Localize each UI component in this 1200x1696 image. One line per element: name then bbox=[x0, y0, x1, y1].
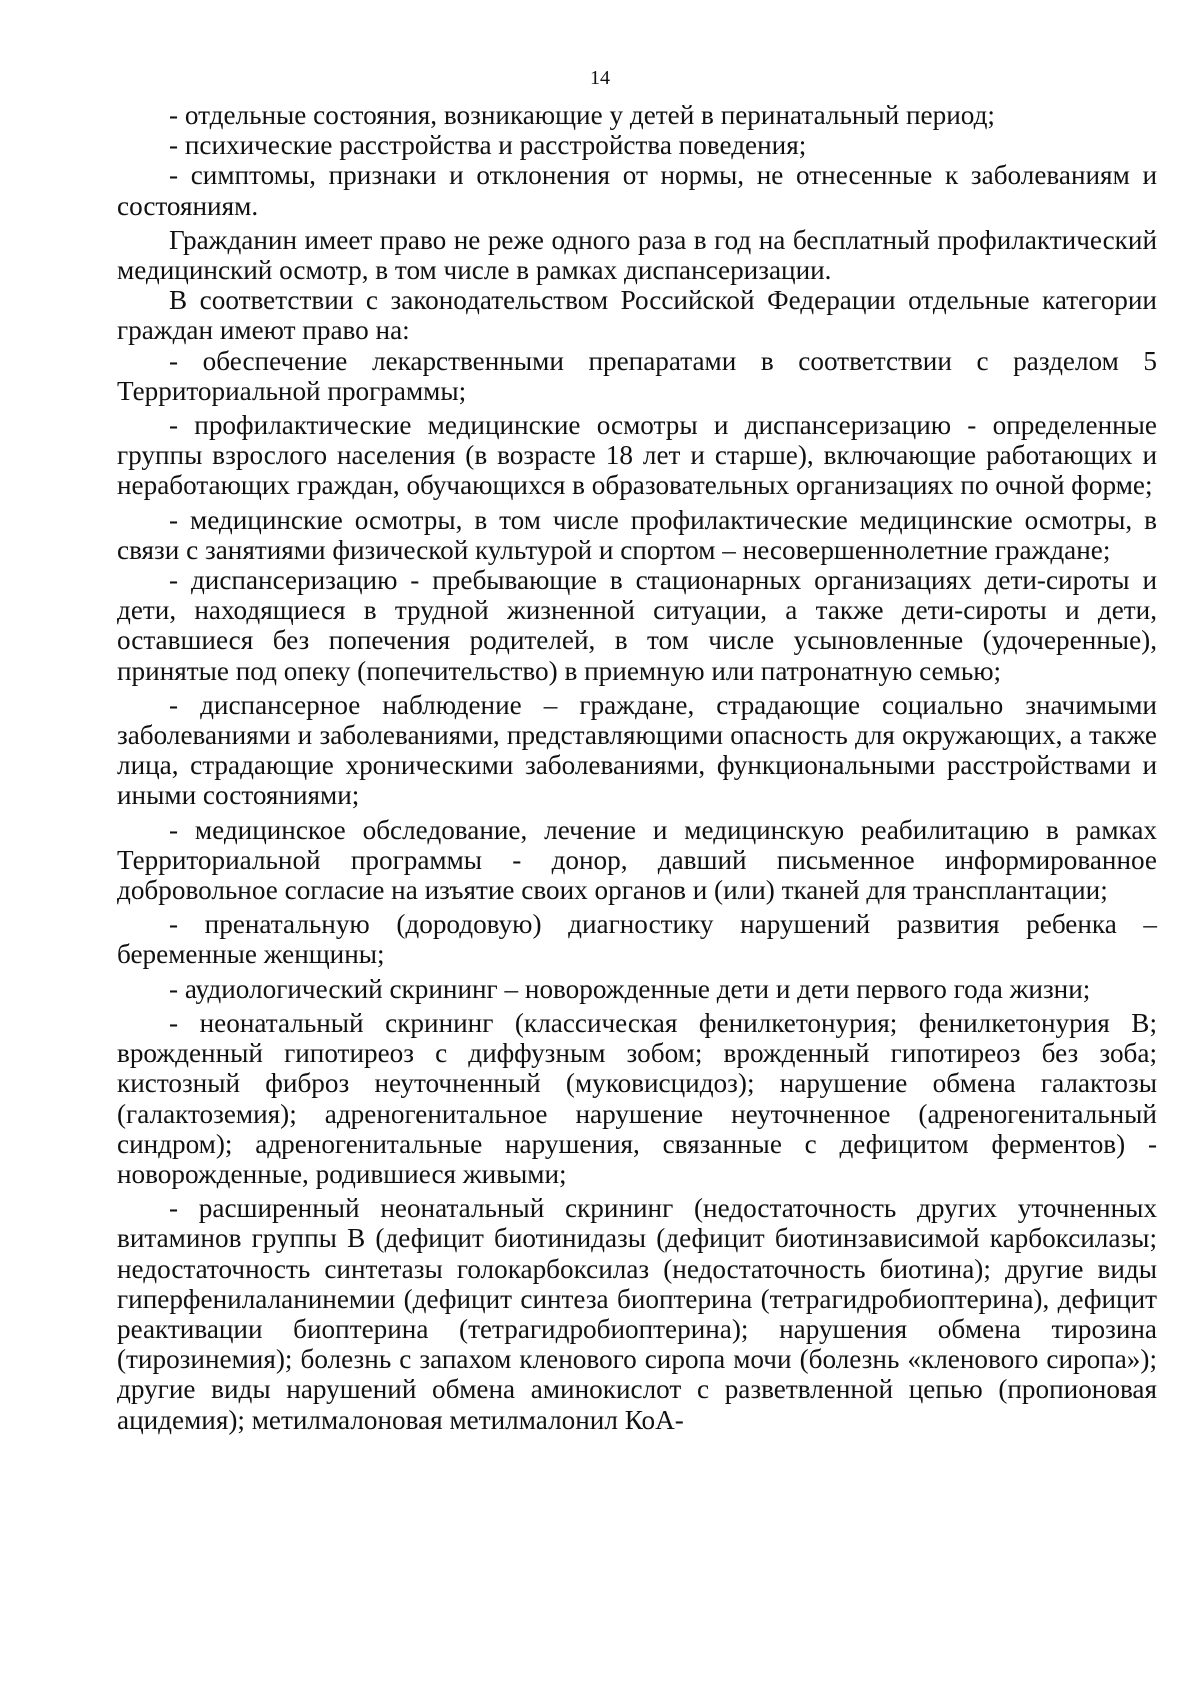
paragraph-extended-neonatal-screening: - расширенный неонатальный скрининг (недостаточность других уточненных витаминов группы B (дефицит биотинидазы (дефицит биотинзависимой карбоксилазы; недостаточность синтетазы голокарбоксилаз (недостаточность биотина); другие виды гиперфенилаланинемии (дефицит синтеза биоптерина (тетрагидробиоптерина), дефицит реактивации биоптерина (тетрагидробиоптерина); нарушения обмена тирозина (тирозинемия); болезнь с запахом кленового сиропа мочи (болезнь «кленового сиропа»); другие виды нарушений обмена аминокислот с разветвленной цепью (пропионовая ацидемия); метилмалоновая метилмалонил КоА- bbox=[117, 1193, 1157, 1435]
paragraph-minor-checkups: - медицинские осмотры, в том числе профилактические медицинские осмотры, в связи с занятиями физической культурой и спортом – несовершеннолетние граждане; bbox=[117, 504, 1157, 565]
paragraph-medicines: - обеспечение лекарственными препаратами в соответствии с разделом 5 Территориальной программы; bbox=[117, 345, 1157, 406]
paragraph-categories-intro: В соответствии с законодательством Российской Федерации отдельные категории граждан имеют право на: bbox=[117, 285, 1157, 346]
document-body bbox=[117, 100, 1157, 1435]
paragraph-dispensary-observation: - диспансерное наблюдение – граждане, страдающие социально значимыми заболеваниями и заболеваниями, представляющими опасность для окружающих, а также лица, страдающие хроническими заболеваниями, функциональными расстройствами и иными состояниями; bbox=[117, 689, 1157, 811]
page-number: 14 bbox=[590, 67, 610, 89]
paragraph-perinatal-conditions: - отдельные состояния, возникающие у детей в перинатальный период; bbox=[169, 100, 995, 130]
paragraph-adult-screening: - профилактические медицинские осмотры и диспансеризацию - определенные группы взрослого населения (в возрасте 18 лет и старше), включающие работающих и неработающих граждан, обучающихся в образовательных организациях по очной форме; bbox=[117, 410, 1157, 501]
paragraph-neonatal-screening: - неонатальный скрининг (классическая фенилкетонурия; фенилкетонурия B; врожденный гипотиреоз с диффузным зобом; врожденный гипотиреоз без зоба; кистозный фиброз неуточненный (муковисцидоз); нарушение обмена галактозы (галактоземия); адреногенитальное нарушение неуточненное (адреногенитальный синдром); адреногенитальные нарушения, связанные с дефицитом ферментов) - новорожденные, родившиеся живыми; bbox=[117, 1007, 1157, 1189]
paragraph-donor-care: - медицинское обследование, лечение и медицинскую реабилитацию в рамках Территориальной программы - донор, давший письменное информированное добровольное согласие на изъятие своих органов и (или) тканей для трансплантации; bbox=[117, 814, 1157, 906]
paragraph-orphan-screening: - диспансеризацию - пребывающие в стационарных организациях дети-сироты и дети, находящиеся в трудной жизненной ситуации, а также дети-сироты и дети, оставшиеся без попечения родителей, в том числе усыновленные (удочеренные), принятые под опеку (попечительство) в приемную или патронатную семью; bbox=[117, 565, 1157, 686]
paragraph-audiology-screening: - аудиологический скрининг – новорожденные дети и дети первого года жизни; bbox=[169, 973, 1091, 1004]
paragraph-prenatal-diagnostics: - пренатальную (дородовую) диагностику нарушений развития ребенка – беременные женщины; bbox=[117, 909, 1157, 970]
paragraph-mental-disorders: - психические расстройства и расстройства поведения; bbox=[169, 130, 807, 161]
paragraph-annual-checkup: Гражданин имеет право не реже одного раза в год на бесплатный профилактический медицинский осмотр, в том числе в рамках диспансеризации. bbox=[117, 224, 1157, 286]
paragraph-symptoms: - симптомы, признаки и отклонения от нормы, не отнесенные к заболеваниям и состояниям. bbox=[117, 160, 1157, 221]
